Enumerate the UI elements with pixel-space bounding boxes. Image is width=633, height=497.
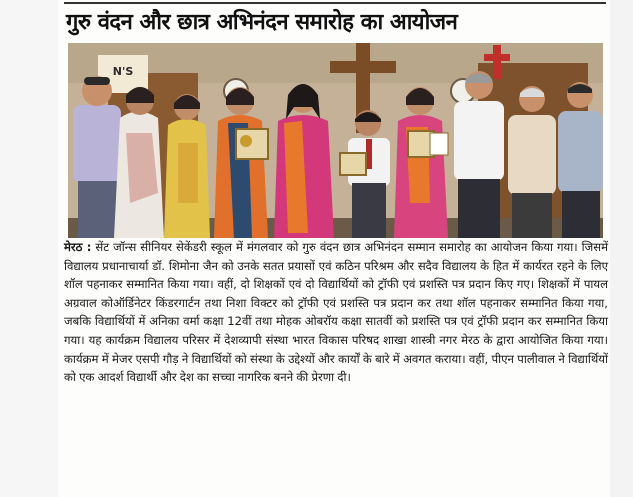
article-paragraph xyxy=(64,238,608,387)
page-margin-left xyxy=(0,0,59,497)
article-body xyxy=(64,238,608,387)
top-rule xyxy=(64,2,606,4)
event-photo xyxy=(68,43,603,238)
cross-horizontal xyxy=(330,61,396,73)
article-headline: गुरु वंदन और छात्र अभिनंदन समारोह का आयोजन xyxy=(66,10,458,35)
school-board-text: N'S xyxy=(112,65,134,78)
event-photo-illustration xyxy=(68,43,603,238)
red-cross-horizontal xyxy=(484,54,510,61)
page-margin-right xyxy=(610,0,633,497)
red-cross-vertical xyxy=(493,45,501,79)
article-body-text: सेंट जॉन्स सीनियर सेकेंडरी स्कूल में मंगलवार को गुरु वंदन छात्र अभिनंदन सम्मान समारोह का आयोजन किया गया। जिसमें विद्यालय प्रधानाचार्या डॉ. शिमोना जैन को उनके सतत प्रयासों एवं कठिन परिश्रम और सदैव विद्यालय के हित में कार्यरत रहने के लिए शॉल पहनाकर सम्मानित किया गया। वहीं, दो शिक्षकों एवं दो विद्यार्थियों को ट्रॉफी एवं प्रशस्ति पत्र प्रदान किए गए। शिक्षकों में पायल अग्रवाल कोऑर्डिनेटर किंडरगार्टन तथा निशा विक्टर को ट्रॉफी एवं प्रशस्ति पत्र प्रदान कर तथा शॉल पहनाकर सम्मानित किया गया, जबकि विद्यार्थियों में अनिका वर्मा कक्षा 12वीं तथा मोहक ओबरॉय कक्षा सातवीं को प्रशस्ति पत्र एवं ट्रॉफी प्रदान कर सम्मानित किया गया। यह कार्यक्रम विद्यालय परिसर में देशव्यापी संस्था भारत विकास परिषद शाखा शास्त्री नगर मेरठ के द्वारा आयोजित किया गया। कार्यक्रम में मेजर एसपी गौड़ ने विद्यार्थियों को संस्था के उद्देश्यों और कार्यों के बारे में अवगत कराया। वहीं, पीएन पालीवाल ने विद्यार्थियों को एक आदर्श विद्यार्थी और देश का सच्चा नागरिक बनने की प्रेरणा दी। xyxy=(64,240,609,385)
article-dateline: मेरठ : xyxy=(64,240,92,254)
